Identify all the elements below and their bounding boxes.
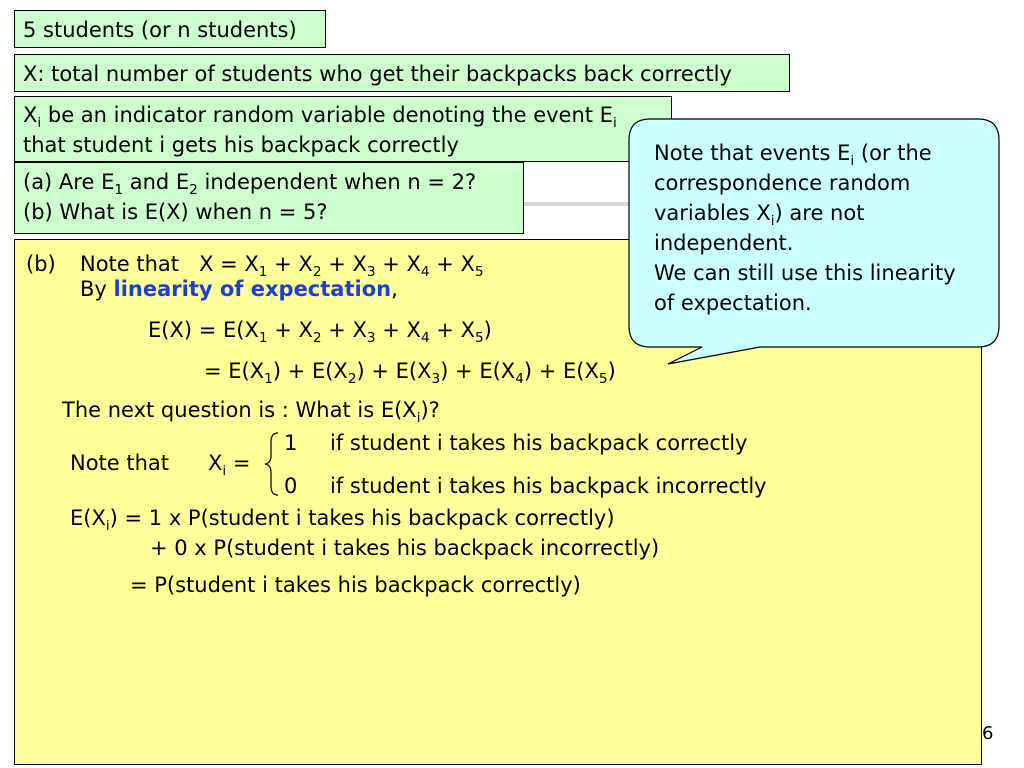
next-question: The next question is : What is $E(X_i)$?	[62, 398, 440, 426]
page-number: 6	[982, 723, 994, 744]
case-0-value: 0	[284, 474, 298, 498]
question-a: (a) Are $E_1$ and $E_2$ independent when n = 2?	[23, 170, 477, 198]
definition-x-text: X: total number of students who get their backpacks back correctly	[23, 62, 732, 86]
question-b: (b) What is E(X) when n = 5?	[23, 200, 328, 224]
xi-equals: $X_i$ =	[208, 451, 251, 479]
case-1-text: if student i takes his backpack correctly	[330, 431, 748, 455]
indicator-definition-box	[14, 96, 672, 162]
title-box	[14, 10, 326, 48]
questions-box	[14, 162, 524, 234]
exi-line-3: = P(student i takes his backpack correctly)	[130, 573, 581, 597]
sum-equation: Note that $X = X_1 + X_2 + X_3 + X_4 + X_5$	[80, 252, 484, 280]
linearity-line: By linearity of expectation,	[80, 277, 398, 301]
part-b-label: (b)	[26, 252, 56, 276]
note-that-label: Note that	[70, 451, 170, 475]
exi-line-1: $E(X_i) = 1$ x P(student i takes his backpack correctly)	[70, 506, 615, 534]
title-text: 5 students (or n students)	[23, 18, 297, 42]
exi-line-2: + 0 x P(student i takes his backpack incorrectly)	[150, 536, 660, 560]
case-1-value: 1	[284, 431, 298, 455]
case-0-text: if student i takes his backpack incorrectly	[330, 474, 767, 498]
indicator-line-1: $X_i$ be an indicator random variable denoting the event $E_i$	[23, 103, 617, 131]
indicator-line-2: that student i gets his backpack correctly	[23, 133, 459, 157]
expectation-equation-2: = $E(X_1) + E(X_2) + E(X_3) + E(X_4) + E(X_5)$	[204, 359, 616, 387]
divider-line	[524, 202, 640, 206]
callout-text: Note that events $E_i$ (or the correspondence random variables $X_i$) are not independent. We can still use this linearity of expectation.	[654, 141, 956, 315]
brace-icon	[262, 430, 282, 498]
linearity-highlight: linearity of expectation	[113, 277, 392, 301]
expectation-equation-1: $E(X) = E(X_1 + X_2 + X_3 + X_4 + X_5)$	[148, 318, 492, 346]
definition-x-box	[14, 54, 790, 92]
